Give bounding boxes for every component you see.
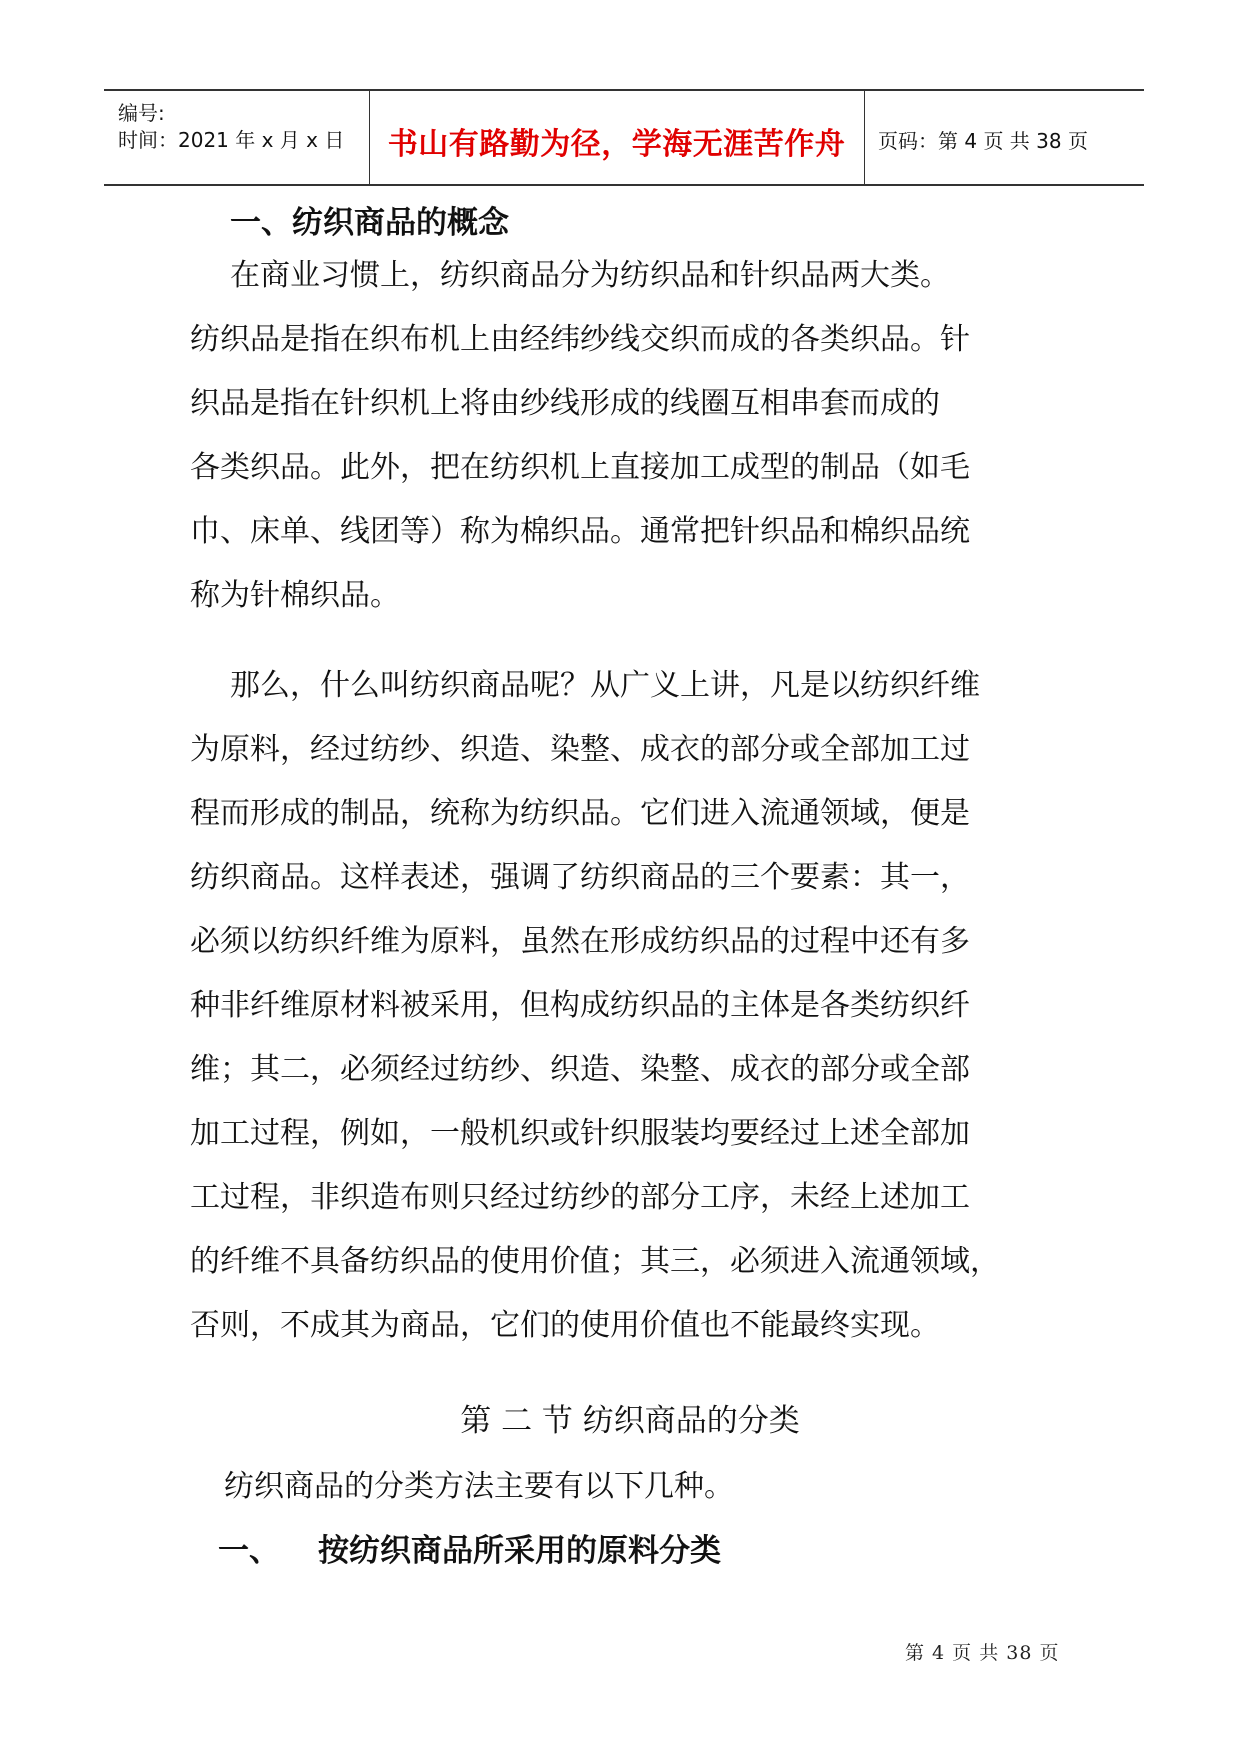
document-number-label: 编号: xyxy=(118,101,165,125)
paragraph-line: 否则，不成其为商品，它们的使用价值也不能最终实现。 xyxy=(190,1308,940,1343)
section-title-classification: 第 二 节 纺织商品的分类 xyxy=(460,1403,800,1439)
paragraph-line: 纺织商品。这样表述，强调了纺织商品的三个要素：其一， xyxy=(190,860,970,895)
paragraph-line: 织品是指在针织机上将由纱线形成的线圈互相串套而成的 xyxy=(190,386,940,421)
paragraph-line: 种非纤维原材料被采用，但构成纺织品的主体是各类纺织纤 xyxy=(190,988,970,1023)
header-motto: 书山有路勤为径，学海无涯苦作舟 xyxy=(387,127,846,162)
page-footer: 第 4 页 共 38 页 xyxy=(905,1642,1060,1664)
page-header-table xyxy=(104,89,1144,186)
paragraph-line: 那么，什么叫纺织商品呢？从广义上讲，凡是以纺织纤维 xyxy=(230,668,980,703)
header-motto-cell xyxy=(369,91,865,184)
paragraph-line: 纺织品是指在织布机上由经纬纱线交织而成的各类织品。针 xyxy=(190,322,970,357)
paragraph-line: 工过程，非织造布则只经过纺纱的部分工序，未经上述加工 xyxy=(190,1180,970,1215)
paragraph-line: 巾、床单、线团等）称为棉织品。通常把针织品和棉织品统 xyxy=(190,514,970,549)
paragraph-line: 称为针棉织品。 xyxy=(190,578,400,613)
paragraph-line: 为原料，经过纺纱、织造、染整、成衣的部分或全部加工过 xyxy=(190,732,970,767)
paragraph-concept-1 xyxy=(190,244,1070,628)
classification-intro: 纺织商品的分类方法主要有以下几种。 xyxy=(224,1469,734,1504)
paragraph-line: 在商业习惯上，纺织商品分为纺织品和针织品两大类。 xyxy=(230,258,950,293)
paragraph-line: 必须以纺织纤维为原料，虽然在形成纺织品的过程中还有多 xyxy=(190,924,970,959)
paragraph-line: 维；其二，必须经过纺纱、织造、染整、成衣的部分或全部 xyxy=(190,1052,970,1087)
header-meta-cell xyxy=(104,91,370,184)
paragraph-line: 各类织品。此外，把在纺织机上直接加工成型的制品（如毛 xyxy=(190,450,970,485)
sub-heading-raw-material: 按纺织商品所采用的原料分类 xyxy=(318,1533,721,1569)
header-page-cell xyxy=(864,91,1144,184)
header-page-label: 页码：第 4 页 共 38 页 xyxy=(878,129,1088,153)
paragraph-line: 的纤维不具备纺织品的使用价值；其三，必须进入流通领域， xyxy=(190,1244,1000,1279)
sub-heading-number: 一、 xyxy=(218,1533,280,1569)
section-heading-concept: 一、纺织商品的概念 xyxy=(230,205,509,241)
paragraph-line: 程而形成的制品，统称为纺织品。它们进入流通领域，便是 xyxy=(190,796,970,831)
paragraph-line: 加工过程，例如，一般机织或针织服装均要经过上述全部加 xyxy=(190,1116,970,1151)
paragraph-concept-2 xyxy=(190,654,1070,1358)
document-time-label: 时间：2021 年 x 月 x 日 xyxy=(118,128,345,152)
